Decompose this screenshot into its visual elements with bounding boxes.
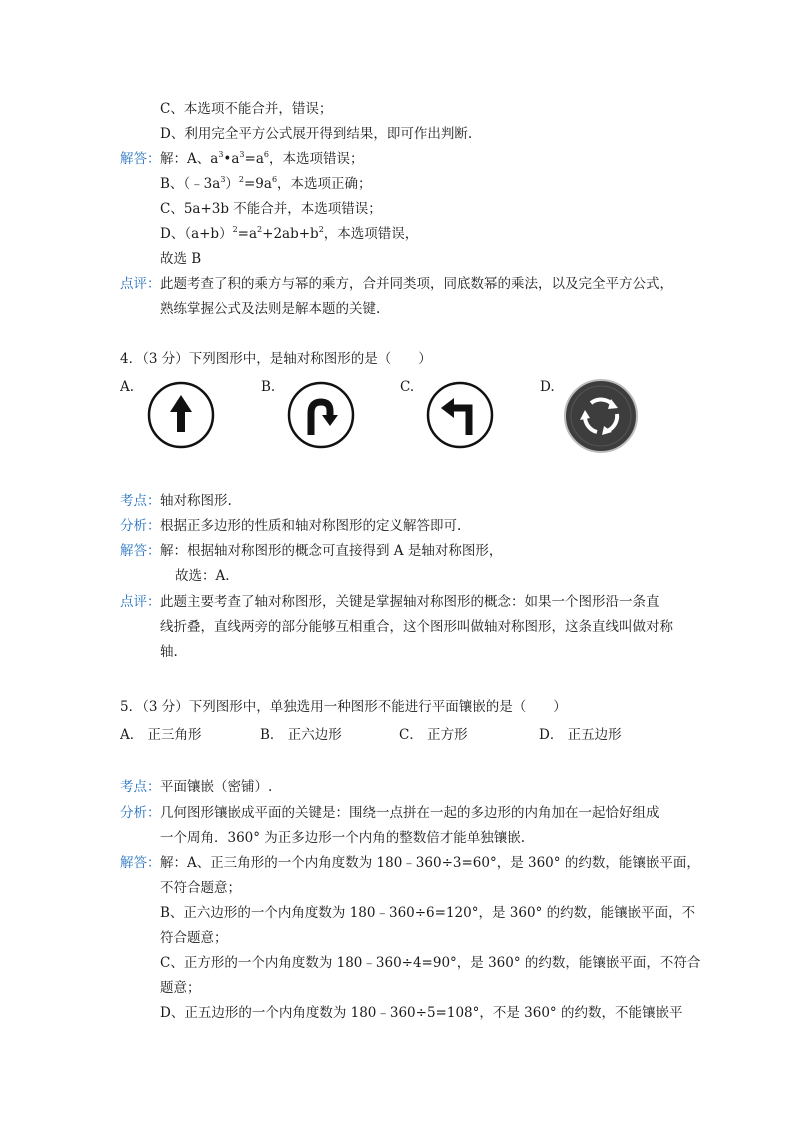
q5-kaodian-label: 考点： <box>120 779 161 795</box>
comment-label: 点评： <box>120 276 161 292</box>
q4-fenxi-text: 根据正多边形的性质和轴对称图形的定义解答即可. <box>160 518 462 534</box>
q5-jieda-line-1: 解：A、正三角形的一个内角度数为 180﹣360÷3=60°，是 360° 的约数，能镶嵌平面， <box>160 855 700 871</box>
q4-dianping-line-2: 线折叠，直线两旁的部分能够互相重合，这个图形叫做轴对称图形，这条直线叫做对称 <box>160 619 673 635</box>
answer-line-c: C、5a+3b 不能合并，本选项错误； <box>160 201 382 217</box>
q4-option-d-label: D. <box>540 379 555 395</box>
q4-jieda-line-2: 故选：A. <box>175 568 230 584</box>
q4-fenxi-label: 分析： <box>120 518 161 534</box>
answer-label: 解答： <box>120 151 161 167</box>
q5-jieda-line-5: C、正方形的一个内角度数为 180﹣360÷4=90°，是 360° 的约数，能镶嵌平面，不符合 <box>160 955 701 971</box>
q5-option-d: D． 正五边形 <box>539 727 622 743</box>
prev-option-c-text: C、本选项不能合并，错误； <box>160 101 333 117</box>
q4-dianping-line-3: 轴. <box>160 644 178 660</box>
q4-kaodian-label: 考点： <box>120 493 161 509</box>
q5-fenxi-label: 分析： <box>120 805 161 821</box>
answer-line-a: 解：A、$a^3•a^3=a^6$，本选项错误； <box>160 150 364 167</box>
q5-jieda-line-7: D、正五边形的一个内角度数为 180﹣360÷5=108°，不是 360° 的约数，不能镶嵌平 <box>160 1005 683 1021</box>
q5-jieda-line-4: 符合题意； <box>160 930 228 946</box>
q4-stem: 4．（3 分）下列图形中，是轴对称图形的是（ ） <box>120 351 432 367</box>
answer-choice: 故选 B <box>160 251 202 267</box>
q4-kaodian-text: 轴对称图形. <box>160 493 232 509</box>
q5-stem: 5．（3 分）下列图形中，单独选用一种图形不能进行平面镶嵌的是（ ） <box>120 699 567 715</box>
q5-jieda-line-2: 不符合题意； <box>160 880 241 896</box>
arrow-up-sign-icon <box>146 380 216 450</box>
q4-jieda-label: 解答： <box>120 543 161 559</box>
answer-line-b: B、$(﹣3a^3)^2=9a^6$，本选项正确； <box>160 175 372 192</box>
q5-option-c: C． 正方形 <box>399 727 468 743</box>
q4-dianping-label: 点评： <box>120 594 161 610</box>
u-turn-right-sign-icon <box>286 380 356 450</box>
q4-option-c-label: C. <box>400 379 415 395</box>
q5-jieda-line-6: 题意； <box>160 980 201 996</box>
q4-dianping-line-1: 此题主要考查了轴对称图形，关键是掌握轴对称图形的概念：如果一个图形沿一条直 <box>160 594 660 610</box>
comment-line-1: 此题考查了积的乘方与幂的乘方，合并同类项，同底数幂的乘法，以及完全平方公式， <box>160 276 673 292</box>
comment-line-2: 熟练掌握公式及法则是解本题的关键. <box>160 301 381 317</box>
q5-fenxi-line-1: 几何图形镶嵌成平面的关键是：围绕一点拼在一起的多边形的内角加在一起恰好组成 <box>160 805 660 821</box>
answer-line-d: D、$(a+b)^2=a^2+2ab+b^2$，本选项错误， <box>160 225 419 242</box>
q5-fenxi-line-2: 一个周角．360° 为正多边形一个内角的整数倍才能单独镶嵌. <box>160 830 526 846</box>
q4-option-b-label: B. <box>261 379 276 395</box>
q5-option-a: A． 正三角形 <box>120 727 202 743</box>
q4-jieda-line-1: 解：根据轴对称图形的概念可直接得到 A 是轴对称图形， <box>160 543 503 559</box>
q5-option-b: B． 正六边形 <box>260 727 342 743</box>
q5-jieda-label: 解答： <box>120 855 161 871</box>
q4-option-a-label: A. <box>120 379 135 395</box>
turn-left-sign-icon <box>425 380 495 450</box>
q5-kaodian-text: 平面镶嵌（密铺）. <box>160 779 273 795</box>
prev-option-d-text: D、利用完全平方公式展开得到结果，即可作出判断. <box>160 126 473 142</box>
roundabout-sign-icon <box>563 378 639 454</box>
q5-jieda-line-3: B、正六边形的一个内角度数为 180﹣360÷6=120°，是 360° 的约数，能镶嵌平面，不 <box>160 905 696 921</box>
